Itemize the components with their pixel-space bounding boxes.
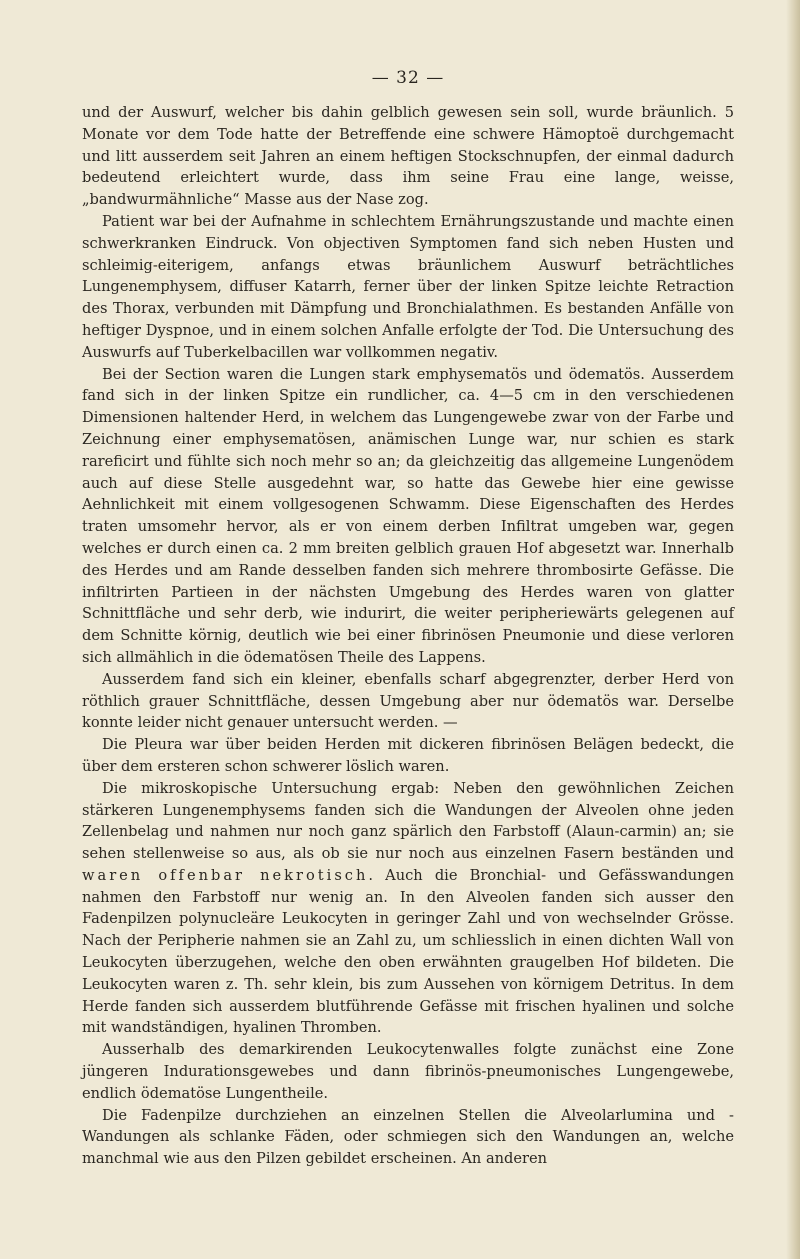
- paragraph-1: und der Auswurf, welcher bis dahin gelblich gewesen sein soll, wurde bräunlich. 5 Monate vor dem Tode hatte der Betreffende eine schwere Hämoptoë durchgemacht und litt ausserdem seit Jahren an einem heftigen Stockschnupfen, der einmal dadurch bedeutend erleichtert wurde, dass ihm seine Frau eine lange, weisse, „bandwurmähnliche“ Masse aus der Nase zog.: [82, 104, 734, 209]
- page-number: — 32 —: [371, 68, 445, 88]
- paragraph-7: Ausserhalb des demarkirenden Leukocytenwalles folgte zunächst eine Zone jüngeren Indurationsgewebes und dann fibrinös-pneumonisches Lungengewebe, endlich ödematöse Lungentheile.: [82, 1041, 734, 1102]
- body-text: [82, 102, 734, 1170]
- paragraph-2: Patient war bei der Aufnahme in schlechtem Ernährungszustande und machte einen schwerkranken Eindruck. Von objectiven Symptomen fand sich neben Husten und schleimig-eiterigem, anfangs etwas bräunlichem Auswurf beträchtliches Lungenemphysem, diffuser Katarrh, ferner über der linken Spitze leichte Retraction des Thorax, verbunden mit Dämpfung und Bronchialathmen. Es bestanden Anfälle von heftiger Dyspnoe, und in einem solchen Anfalle erfolgte der Tod. Die Untersuchung des Auswurfs auf Tuberkelbacillen war vollkommen negativ.: [82, 212, 734, 361]
- paragraph-6-part-2: . Auch die Bronchial- und Gefässwandungen nahmen den Farbstoff nur wenig an. In den Alveolen fanden sich ausser den Fadenpilzen polynucleäre Leukocyten in geringer Zahl und von wechselnder Grösse. Nach der Peripherie nahmen sie an Zahl zu, um schliesslich in einen dichten Wall von Leukocyten überzugehen, welche den oben erwähnten graugelben Hof bildeten. Die Leukocyten waren z. Th. sehr klein, bis zum Aussehen von körnigem Detritus. In dem Herde fanden sich ausserdem blutführende Gefässe mit frischen hyalinen und solche mit wandständigen, hyalinen Thromben.: [82, 866, 734, 1037]
- paragraph-6-part-1: Die mikroskopische Untersuchung ergab: Neben den gewöhnlichen Zeichen stärkeren Lungenemphysems fanden sich die Wandungen der Alveolen ohne jeden Zellenbelag und nahmen nur noch ganz spärlich den Farbstoff (Alaun-carmin) an; sie sehen stellenweise so aus, als ob sie nur noch aus einzelnen Fasern beständen und: [82, 779, 734, 863]
- page-edge-shadow: [786, 0, 800, 1259]
- paragraph-8: Die Fadenpilze durchziehen an einzelnen Stellen die Alveolarlumina und -Wandungen als schlanke Fäden, oder schmiegen sich den Wandungen an, welche manchmal wie aus den Pilzen gebildet erscheinen. An anderen: [82, 1106, 734, 1168]
- paragraph-3: Bei der Section waren die Lungen stark emphysematös und ödematös. Ausserdem fand sich in der linken Spitze ein rundlicher, ca. 4—5 cm in den verschiedenen Dimensionen haltender Herd, in welchem das Lungengewebe zwar von der Farbe und Zeichnung einer emphysematösen, anämischen Lunge war, nur schien es stark rareficirt und fühlte sich noch mehr so an; da gleichzeitig das allgemeine Lungenödem auch auf diese Stelle ausgedehnt war, so hatte das Gewebe hier eine gewisse Aehnlichkeit mit einem vollgesogenen Schwamm. Diese Eigenschaften des Herdes traten umsomehr hervor, als er von einem derben Infiltrat umgeben war, gegen welches er durch einen ca. 2 mm breiten gelblich grauen Hof abgesetzt war. Innerhalb des Herdes und am Rande desselben fanden sich mehrere thrombosirte Gefässe. Die infiltrirten Partieen in der nächsten Umgebung des Herdes waren von glatter Schnittfläche und sehr derb, wie indurirt, die weiter peripheriewärts gelegenen auf dem Schnitte körnig, deutlich wie bei einer fibrinösen Pneumonie und diese verloren sich allmählich in die ödematösen Theile des Lappens.: [82, 365, 734, 666]
- paragraph-6: [82, 778, 734, 1040]
- emphasized-text: waren offenbar nekrotisch: [82, 866, 369, 884]
- paragraph-5: Die Pleura war über beiden Herden mit dickeren fibrinösen Belägen bedeckt, die über dem ersteren schon schwerer löslich waren.: [82, 736, 734, 775]
- paragraph-4: Ausserdem fand sich ein kleiner, ebenfalls scharf abgegrenzter, derber Herd von röthlich grauer Schnittfläche, dessen Umgebung aber nur ödematös war. Derselbe konnte leider nicht genauer untersucht werden. —: [82, 670, 734, 732]
